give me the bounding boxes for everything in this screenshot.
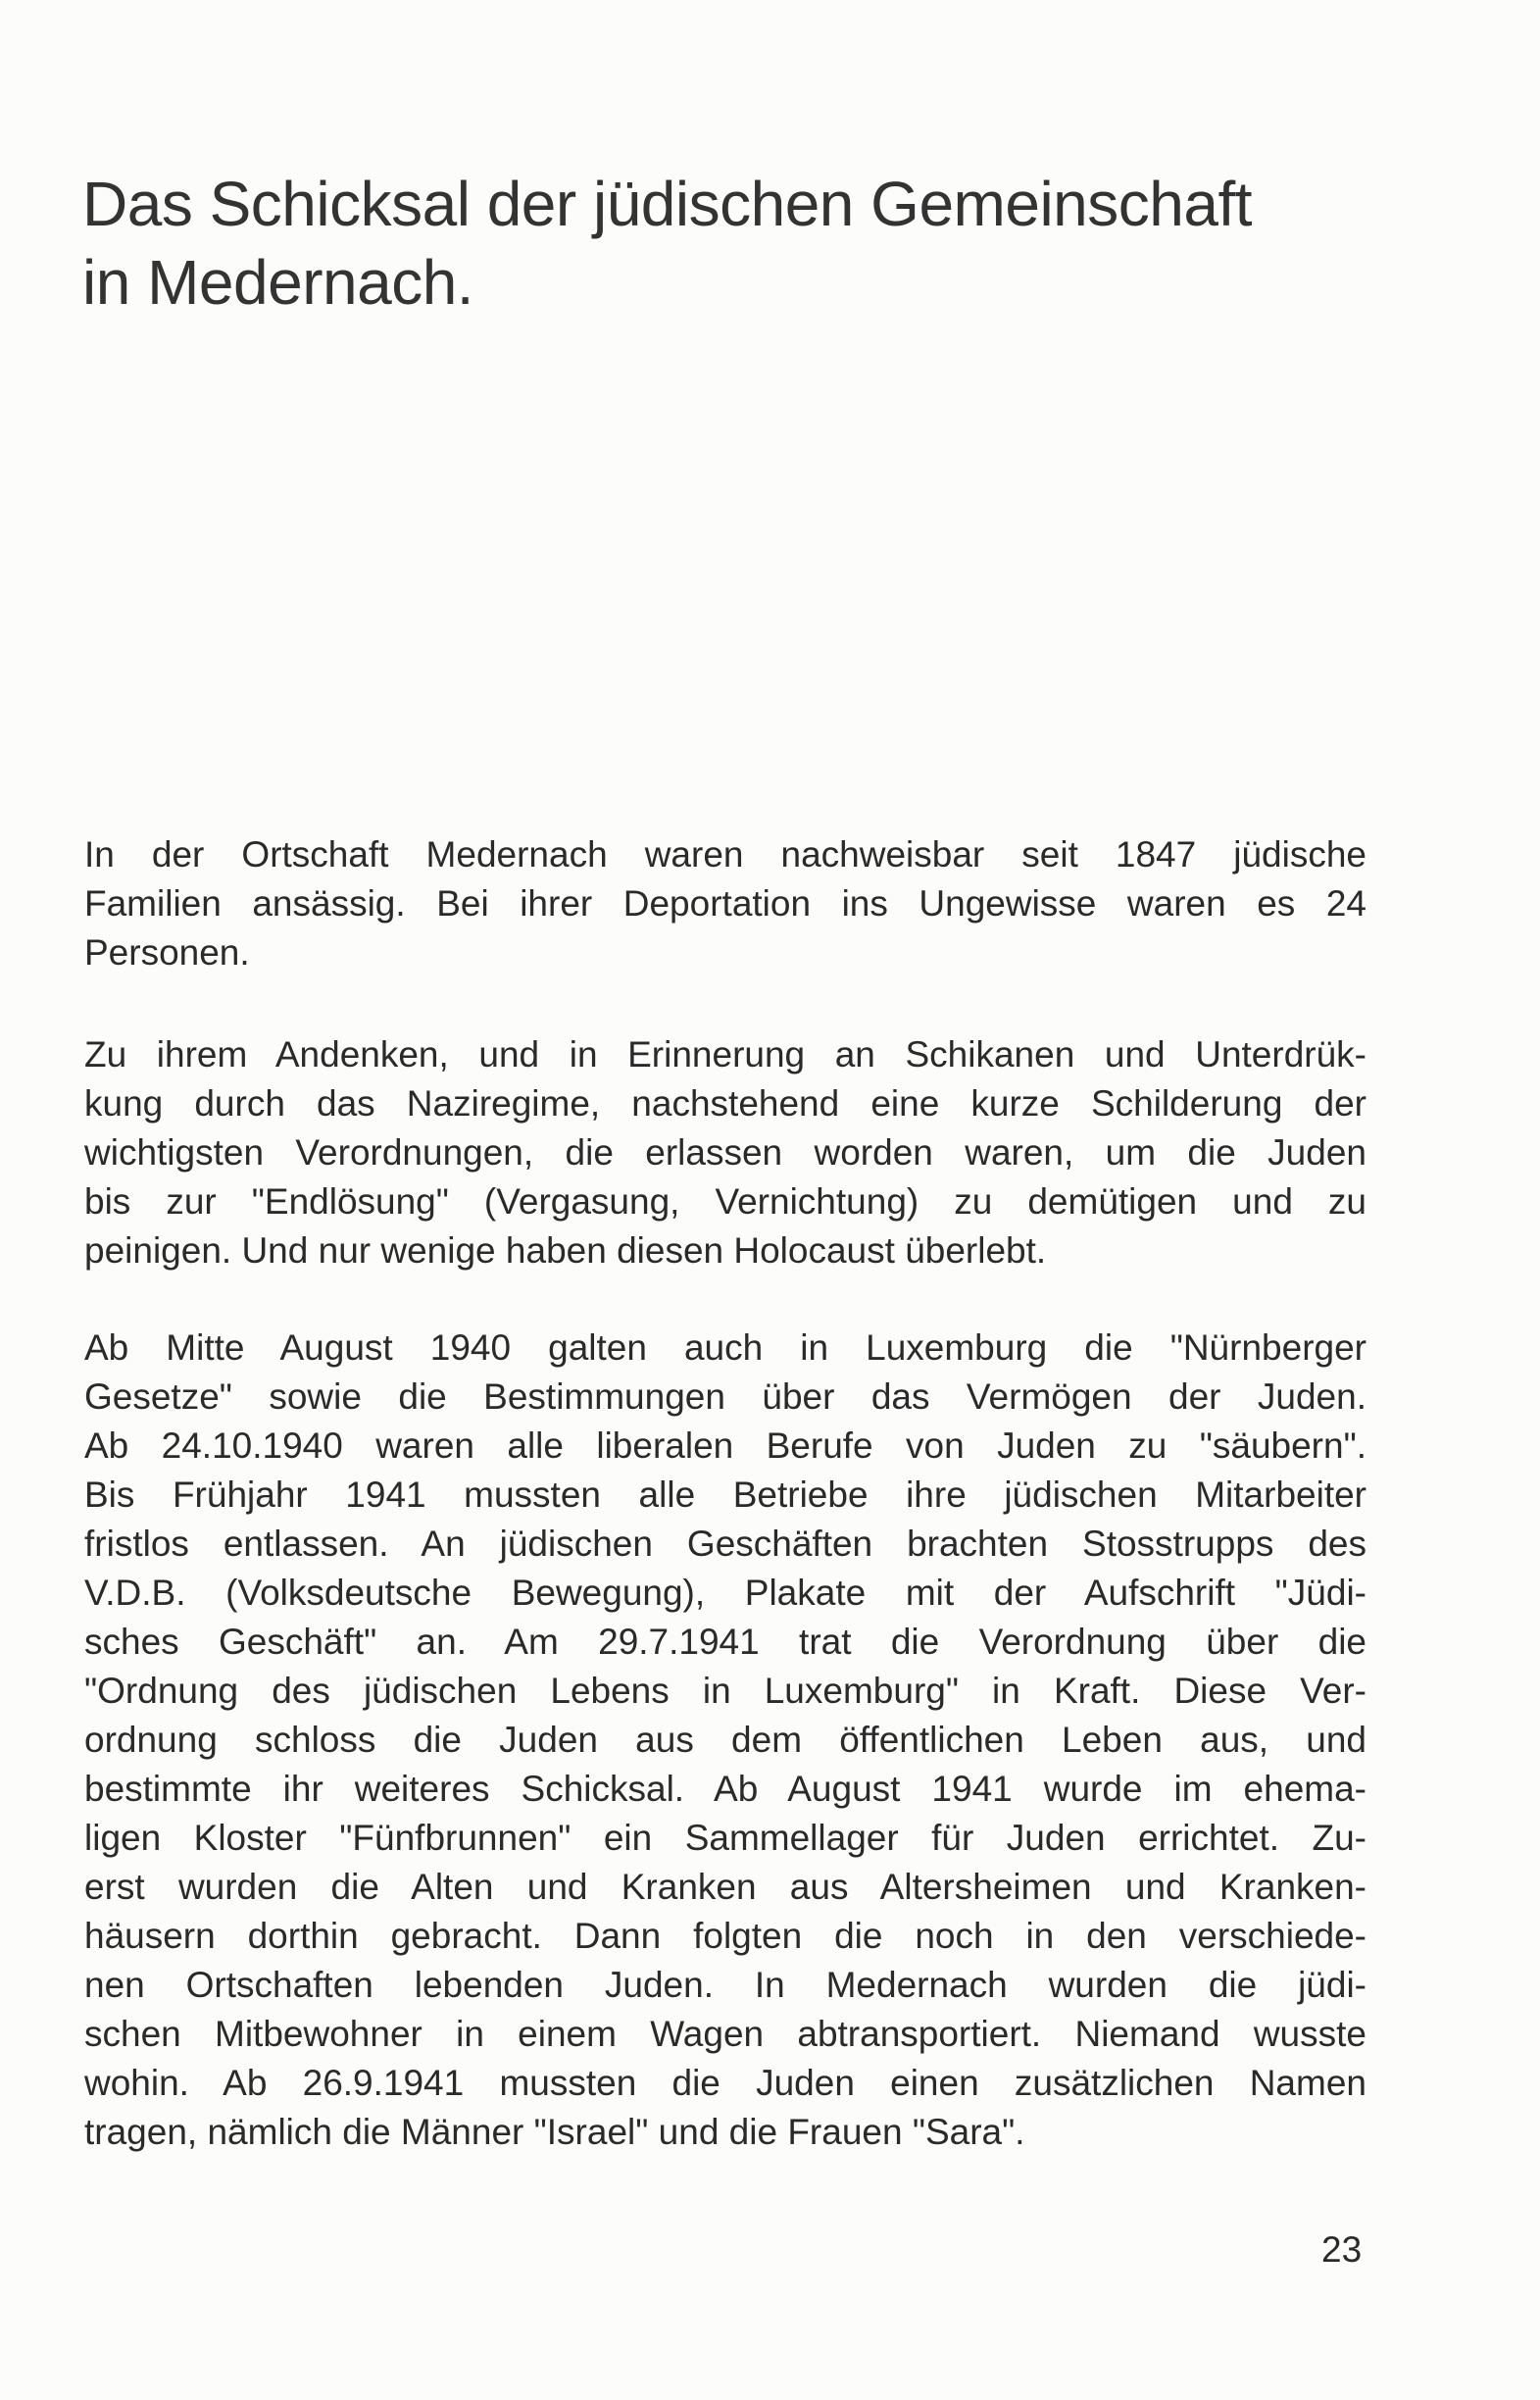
text-line: wichtigsten Verordnungen, die erlassen worden waren, um die Juden [84, 1132, 1366, 1173]
paragraph-2 [84, 1030, 1366, 1275]
text-line: fristlos entlassen. An jüdischen Geschäften brachten Stosstrupps des [84, 1524, 1366, 1564]
text-line: schen Mitbewohner in einem Wagen abtransportiert. Niemand wusste [84, 2014, 1366, 2054]
text-line: V.D.B. (Volksdeutsche Bewegung), Plakate mit der Aufschrift "Jüdi- [84, 1573, 1366, 1613]
title-line: Das Schicksal der jüdischen Gemeinschaft [82, 169, 1252, 239]
text-line: Gesetze" sowie die Bestimmungen über das Vermögen der Juden. [84, 1376, 1366, 1417]
text-line: peinigen. Und nur wenige haben diesen Holocaust überlebt. [84, 1230, 1047, 1271]
text-line: sches Geschäft" an. Am 29.7.1941 trat die Verordnung über die [84, 1622, 1366, 1662]
page-title [82, 165, 1252, 322]
title-line: in Medernach. [82, 247, 474, 318]
text-line: bestimmte ihr weiteres Schicksal. Ab August 1941 wurde im ehema- [84, 1769, 1366, 1809]
text-line: Familien ansässig. Bei ihrer Deportation ins Ungewisse waren es 24 [84, 883, 1366, 924]
text-line: tragen, nämlich die Männer "Israel" und die Frauen "Sara". [84, 2112, 1025, 2152]
text-line: Bis Frühjahr 1941 mussten alle Betriebe ihre jüdischen Mitarbeiter [84, 1475, 1366, 1515]
text-line: erst wurden die Alten und Kranken aus Altersheimen und Kranken- [84, 1867, 1366, 1907]
text-line: Ab 24.10.1940 waren alle liberalen Berufe von Juden zu "säubern". [84, 1425, 1366, 1466]
paragraph-3 [84, 1324, 1366, 2157]
text-line: kung durch das Naziregime, nachstehend eine kurze Schilderung der [84, 1083, 1366, 1124]
text-line: "Ordnung des jüdischen Lebens in Luxemburg" in Kraft. Diese Ver- [84, 1671, 1366, 1711]
page-number: 23 [1321, 2229, 1363, 2270]
text-line: In der Ortschaft Medernach waren nachweisbar seit 1847 jüdische [84, 834, 1366, 875]
text-line: Zu ihrem Andenken, und in Erinnerung an Schikanen und Unterdrük- [84, 1034, 1366, 1075]
text-line: bis zur "Endlösung" (Vergasung, Vernichtung) zu demütigen und zu [84, 1181, 1366, 1222]
text-line: nen Ortschaften lebenden Juden. In Medernach wurden die jüdi- [84, 1965, 1366, 2005]
text-line: ordnung schloss die Juden aus dem öffentlichen Leben aus, und [84, 1720, 1366, 1760]
text-line: Personen. [84, 932, 250, 973]
text-line: häusern dorthin gebracht. Dann folgten die noch in den verschiede- [84, 1916, 1366, 1956]
paragraph-1 [84, 830, 1366, 977]
text-line: ligen Kloster "Fünfbrunnen" ein Sammellager für Juden errichtet. Zu- [84, 1818, 1366, 1858]
text-line: Ab Mitte August 1940 galten auch in Luxemburg die "Nürnberger [84, 1327, 1366, 1368]
text-line: wohin. Ab 26.9.1941 mussten die Juden einen zusätzlichen Namen [84, 2063, 1366, 2103]
